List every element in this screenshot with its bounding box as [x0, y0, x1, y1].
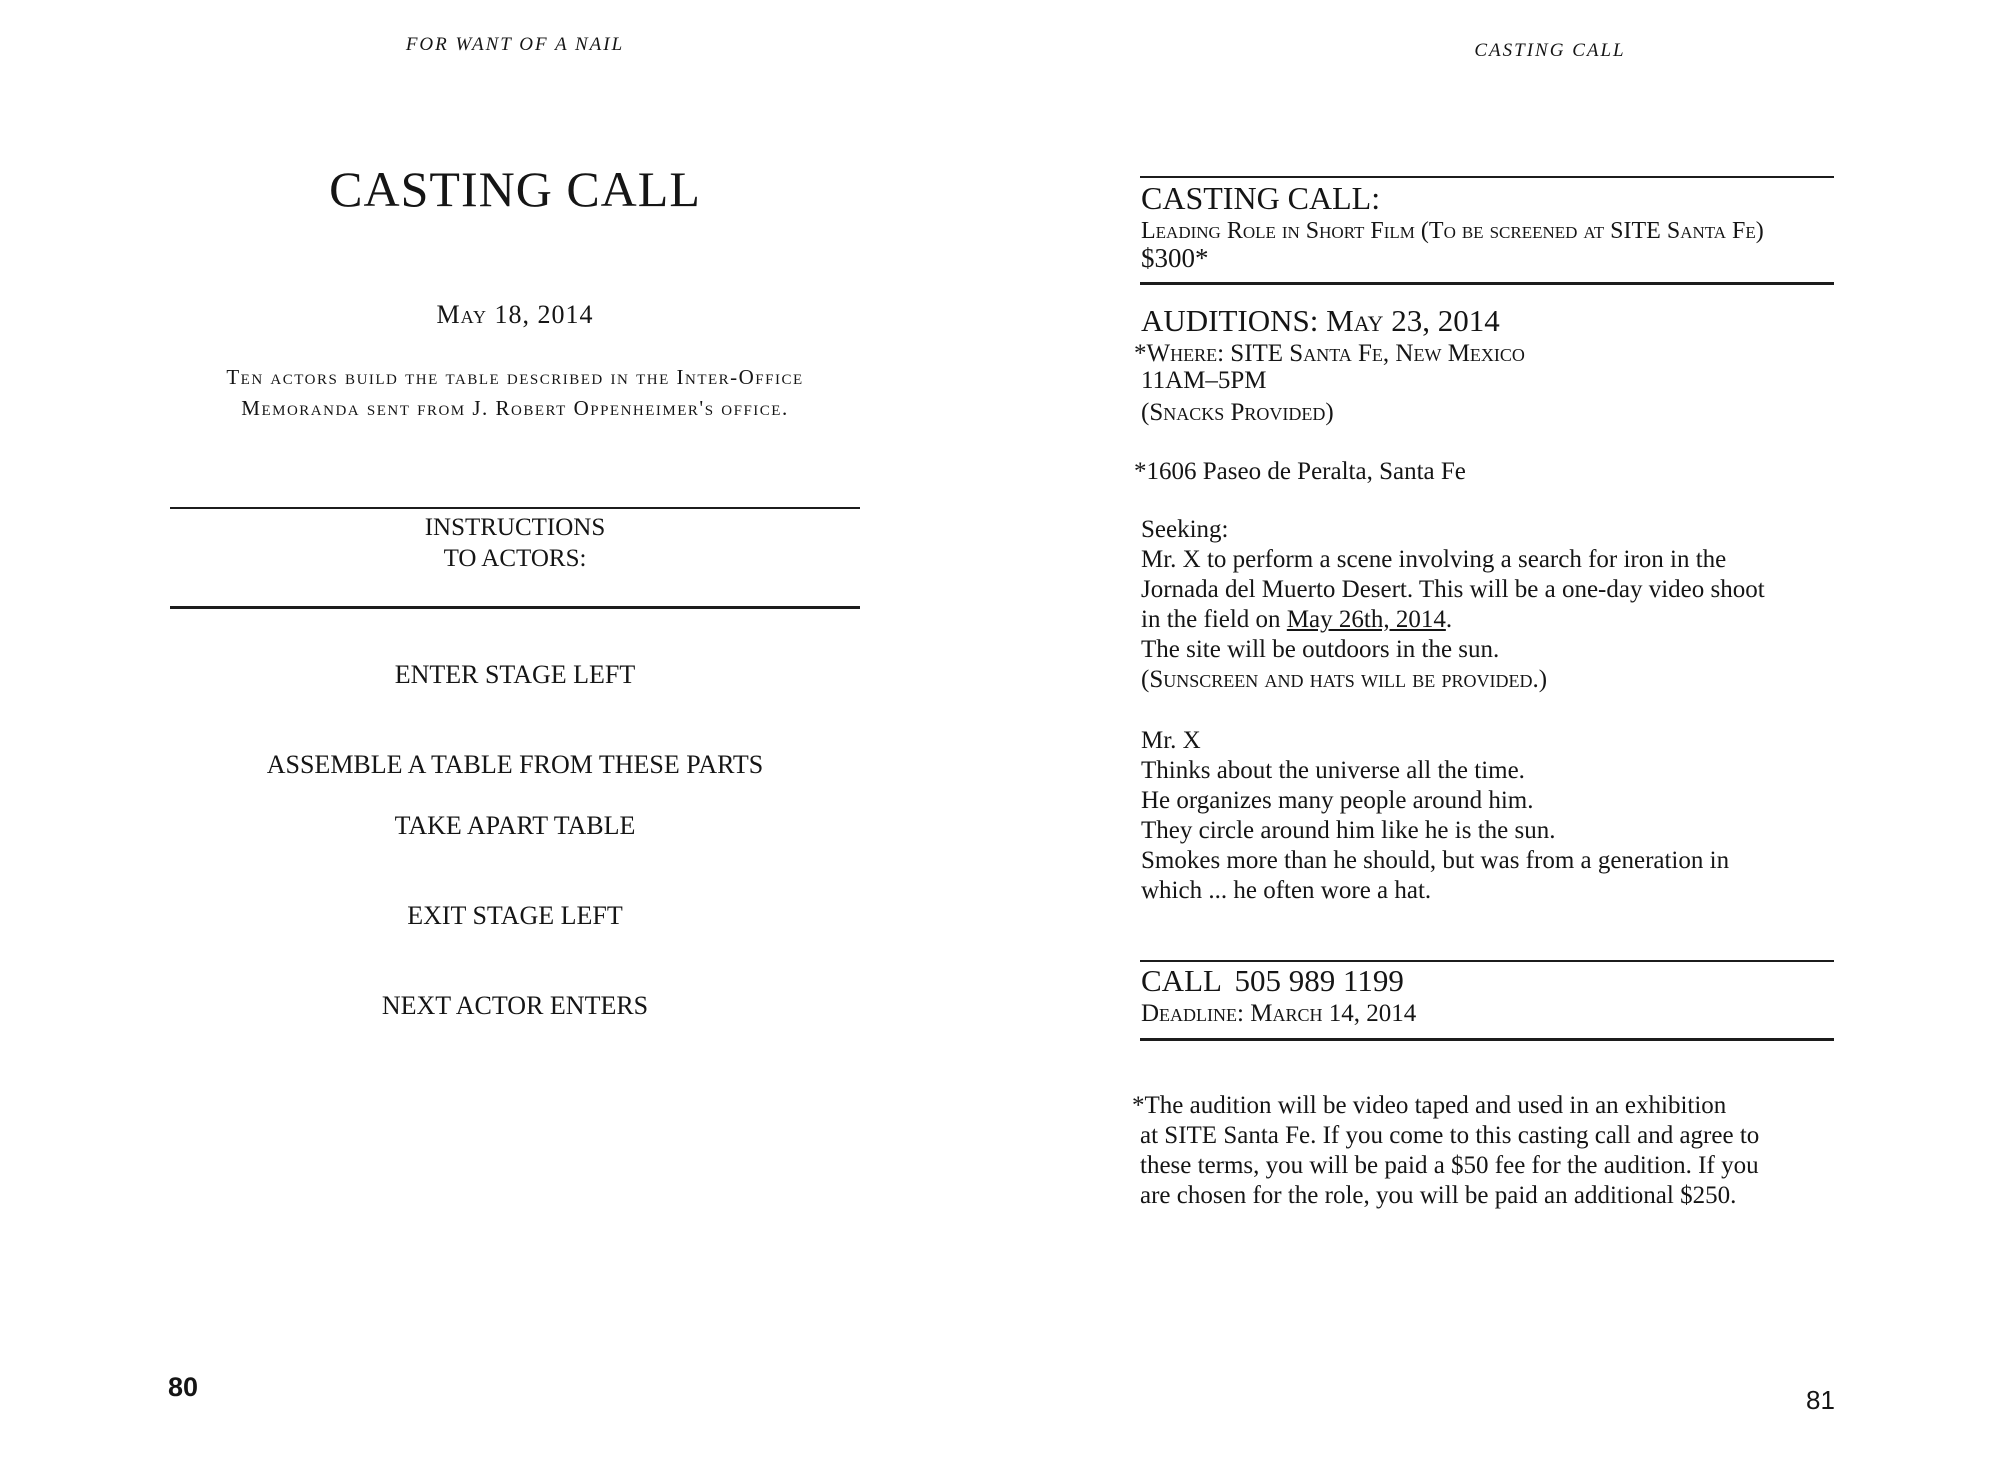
seeking-line: Mr. X to perform a scene involving a search for iron in the: [1141, 546, 1727, 573]
description-line: Ten actors build the table described in the Inter-Office: [226, 365, 804, 389]
step-item: TAKE APART TABLE: [394, 811, 636, 840]
divider: [170, 606, 860, 609]
instructions-heading-line: INSTRUCTIONS: [424, 514, 606, 541]
footnote-line: at SITE Santa Fe. If you come to this casting call and agree to: [1140, 1122, 1760, 1149]
date: May 18, 2014: [436, 300, 594, 329]
outdoors-note: The site will be outdoors in the sun.: [1141, 636, 1500, 663]
seeking-line: [1141, 605, 1765, 635]
audition-location: *Where: SITE Santa Fe, New Mexico: [1134, 340, 1525, 367]
step-item: NEXT ACTOR ENTERS: [381, 991, 649, 1020]
mr-x-line: He organizes many people around him.: [1141, 787, 1534, 814]
description: [140, 362, 890, 424]
mr-x-name: Mr. X: [1141, 727, 1201, 754]
step-item: ENTER STAGE LEFT: [394, 660, 636, 689]
page-title: CASTING CALL: [329, 161, 701, 217]
instructions-heading-line: TO ACTORS:: [443, 545, 587, 572]
footnote-line: these terms, you will be paid a $50 fee for the audition. If you: [1140, 1152, 1759, 1179]
divider: [1140, 1038, 1834, 1041]
audition-hours: 11AM–5PM: [1141, 367, 1267, 394]
page-number: 80: [168, 1372, 199, 1402]
divider: [1140, 176, 1834, 178]
step-item: EXIT STAGE LEFT: [407, 901, 623, 930]
running-head-left: FOR WANT OF A NAIL: [405, 34, 625, 55]
seeking-label: Seeking:: [1141, 516, 1229, 543]
address: *1606 Paseo de Peralta, Santa Fe: [1134, 458, 1466, 485]
auditions-heading: [1141, 303, 1500, 339]
role-subtitle: Leading Role in Short Film (To be screened at SITE Santa Fe): [1141, 218, 1764, 244]
deadline: Deadline: March 14, 2014: [1141, 1000, 1417, 1027]
divider: [1140, 960, 1834, 962]
seeking-line-suffix: .: [1445, 606, 1453, 633]
footnote: [1132, 1091, 1759, 1211]
call-heading: [1141, 963, 1404, 999]
instructions-heading: [170, 512, 860, 574]
mr-x-line: Smokes more than he should, but was from a generation in: [1141, 847, 1730, 874]
seeking-block: [1141, 515, 1765, 695]
shoot-date: May 26th, 2014: [1286, 606, 1446, 633]
mr-x-line: Thinks about the universe all the time.: [1141, 757, 1525, 784]
divider: [1140, 282, 1834, 285]
phone-number: 505 989 1199: [1234, 963, 1404, 998]
page-number: 81: [1806, 1385, 1835, 1415]
description-line: Memoranda sent from J. Robert Oppenheimer's office.: [241, 396, 789, 420]
mr-x-block: [1141, 726, 1729, 906]
auditions-heading-label: AUDITIONS:: [1141, 303, 1319, 338]
call-label: CALL: [1141, 963, 1221, 998]
seeking-line: Jornada del Muerto Desert. This will be a one-day video shoot: [1141, 576, 1765, 603]
right-page: [1000, 0, 2000, 1473]
provided-note: (Sunscreen and hats will be provided.): [1141, 666, 1548, 693]
step-item: ASSEMBLE A TABLE FROM THESE PARTS: [266, 750, 764, 779]
mr-x-line: which ... he often wore a hat.: [1141, 877, 1432, 904]
pay-amount: $300*: [1141, 243, 1209, 273]
seeking-line-prefix: in the field on: [1141, 606, 1287, 633]
mr-x-line: They circle around him like he is the sun.: [1141, 817, 1556, 844]
casting-call-heading: CASTING CALL:: [1141, 180, 1381, 216]
snacks-note: (Snacks Provided): [1141, 399, 1334, 426]
running-head-right: CASTING CALL: [1474, 40, 1626, 61]
footnote-line: are chosen for the role, you will be paid an additional $250.: [1140, 1182, 1737, 1209]
footnote-line: *The audition will be video taped and used in an exhibition: [1132, 1092, 1727, 1119]
auditions-date: May 23, 2014: [1326, 303, 1500, 338]
divider: [170, 507, 860, 509]
